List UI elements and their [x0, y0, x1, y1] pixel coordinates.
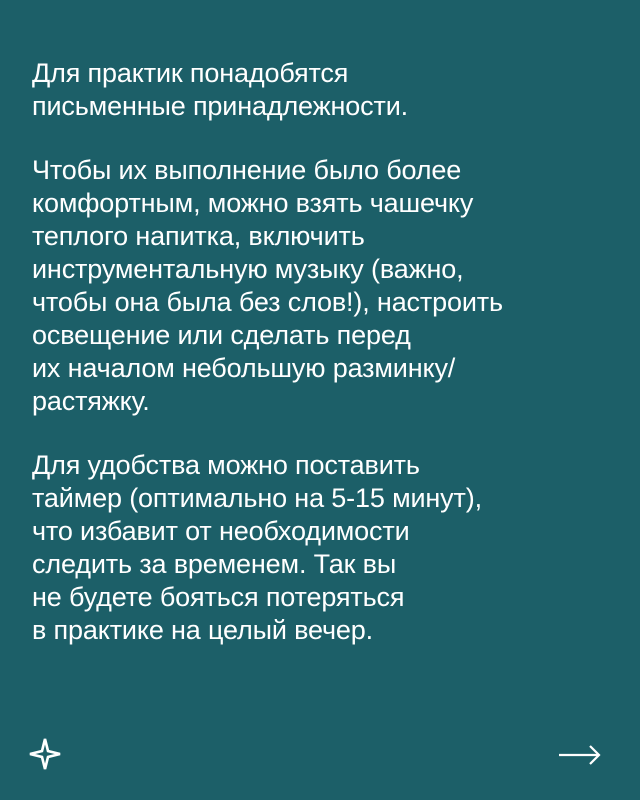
text-line: не будете бояться потеряться	[32, 582, 405, 612]
paragraph-supplies	[32, 57, 617, 123]
text-line: их началом небольшую разминку/	[32, 353, 456, 383]
text-line: Для удобства можно поставить	[32, 450, 420, 480]
paragraph-comfort	[32, 154, 617, 418]
text-line: чтобы она была без слов!), настроить	[32, 287, 503, 317]
text-line: Чтобы их выполнение было более	[32, 155, 462, 185]
text-line: инструментальную музыку (важно,	[32, 254, 464, 284]
text-line: таймер (оптимально на 5-15 минут),	[32, 483, 482, 513]
text-line: комфортным, можно взять чашечку	[32, 188, 474, 218]
text-line: в практике на целый вечер.	[32, 615, 374, 645]
text-line: освещение или сделать перед	[32, 320, 411, 350]
text-line: следить за временем. Так вы	[32, 549, 397, 579]
text-line: растяжку.	[32, 386, 150, 416]
paragraph-timer	[32, 449, 617, 647]
text-line: теплого напитка, включить	[32, 221, 365, 251]
text-line: Для практик понадобятся	[32, 58, 349, 88]
main-text	[32, 57, 617, 678]
text-line: что избавит от необходимости	[32, 516, 410, 546]
arrow-right-icon[interactable]	[558, 743, 602, 767]
sparkle-star-icon	[27, 736, 63, 772]
text-line: письменные принадлежности.	[32, 91, 408, 121]
